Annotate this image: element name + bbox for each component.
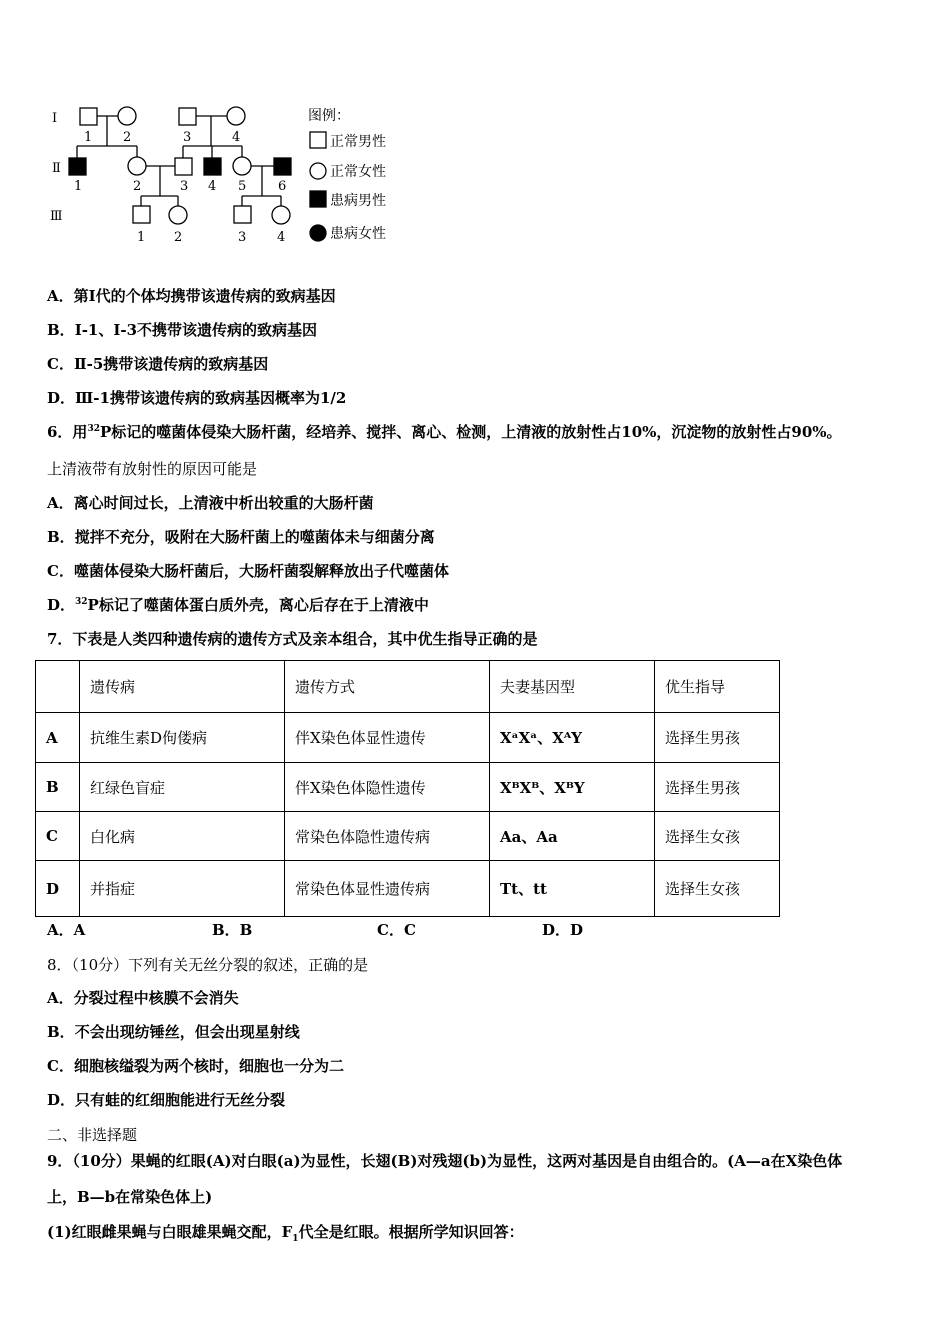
individual-number: 3 [180, 179, 189, 194]
individual-number: 1 [74, 179, 83, 194]
table-header-cell: 遗传病 [80, 661, 285, 713]
legend-label: 正常男性 [330, 134, 386, 150]
individual-II-4 [204, 158, 221, 175]
q7-answer-c: C．C [377, 921, 416, 939]
advice-cell: 选择生女孩 [655, 861, 780, 917]
row-label: D [36, 861, 80, 917]
q8-option-b: B．不会出现纺锤丝，但会出现星射线 [47, 1023, 300, 1041]
individual-I-2 [118, 107, 136, 125]
generation-label: Ⅲ [50, 209, 63, 224]
advice-cell: 选择生男孩 [655, 713, 780, 763]
individual-number: 2 [123, 130, 132, 145]
legend-label: 正常女性 [330, 164, 386, 180]
q9-stem: 9．（10分）果蝇的红眼(A)对白眼(a)为显性，长翅(B)对残翅(b)为显性，这两对基因是自由组合的。(A—a在X染色体 [47, 1152, 843, 1170]
table-header-cell: 夫妻基因型 [490, 661, 655, 713]
individual-number: 1 [137, 230, 146, 245]
q6-stem-line2: 上清液带有放射性的原因可能是 [47, 460, 258, 478]
mode-cell: 伴X染色体显性遗传 [285, 713, 490, 763]
individual-I-3 [179, 108, 196, 125]
individual-II-5 [233, 157, 251, 175]
generation-label: Ⅰ [52, 111, 58, 126]
legend-normal-female-icon [310, 163, 326, 179]
individual-I-1 [80, 108, 97, 125]
disease-cell: 白化病 [80, 812, 285, 861]
q7-table [35, 660, 780, 917]
mode-cell: 伴X染色体隐性遗传 [285, 763, 490, 812]
q6-option-c: C．噬菌体侵染大肠杆菌后，大肠杆菌裂解释放出子代噬菌体 [47, 562, 449, 580]
genotype-cell: XᵃXᵃ、XᴬY [490, 713, 655, 763]
q7-stem: 7．下表是人类四种遗传病的遗传方式及亲本组合，其中优生指导正确的是 [47, 630, 538, 648]
disease-cell: 抗维生素D佝偻病 [80, 713, 285, 763]
q7-answer-b: B．B [212, 921, 253, 939]
individual-number: 2 [174, 230, 183, 245]
q6-option-a: A．离心时间过长，上清液中析出较重的大肠杆菌 [47, 494, 374, 512]
table-row [36, 763, 780, 812]
q5-option-d: D．Ⅲ-1携带该遗传病的致病基因概率为1/2 [47, 389, 347, 407]
pedigree-chart [40, 96, 420, 256]
table-header-cell: 优生指导 [655, 661, 780, 713]
individual-III-2 [169, 206, 187, 224]
q8-option-c: C．细胞核缢裂为两个核时，细胞也一分为二 [47, 1057, 344, 1075]
individual-number: 6 [278, 179, 287, 194]
q7-answer-d: D．D [542, 921, 584, 939]
q7-answer-a: A．A [47, 921, 86, 939]
generation-label: Ⅱ [52, 161, 61, 176]
mode-cell: 常染色体隐性遗传病 [285, 812, 490, 861]
row-label: A [36, 713, 80, 763]
individual-I-4 [227, 107, 245, 125]
q8-stem: 8．（10分）下列有关无丝分裂的叙述，正确的是 [47, 956, 369, 974]
individual-number: 2 [133, 179, 142, 194]
table-row [36, 713, 780, 763]
table-header-row [36, 661, 780, 713]
legend-label: 患病男性 [330, 193, 386, 209]
individual-number: 4 [277, 230, 286, 245]
q5-option-b: B．Ⅰ-1、Ⅰ-3不携带该遗传病的致病基因 [47, 321, 318, 339]
individual-II-1 [69, 158, 86, 175]
q6-stem: 6．用$^{32}$P标记的噬菌体侵染大肠杆菌，经培养、搅拌、离心、检测，上清液的放射性占10%，沉淀物的放射性占90%。 [47, 423, 842, 441]
genotype-cell: Aa、Aa [490, 812, 655, 861]
legend-normal-male-icon [310, 132, 326, 148]
q6-option-d: D．$^{32}$P标记了噬菌体蛋白质外壳，离心后存在于上清液中 [47, 596, 429, 614]
table-header-cell: 遗传方式 [285, 661, 490, 713]
genotype-cell: Tt、tt [490, 861, 655, 917]
individual-number: 3 [183, 130, 192, 145]
q8-option-a: A．分裂过程中核膜不会消失 [47, 989, 239, 1007]
individual-II-6 [274, 158, 291, 175]
q8-option-d: D．只有蛙的红细胞能进行无丝分裂 [47, 1091, 286, 1109]
row-label: B [36, 763, 80, 812]
q5-option-c: C．Ⅱ-5携带该遗传病的致病基因 [47, 355, 269, 373]
legend-affected-male-icon [310, 191, 326, 207]
table-row [36, 812, 780, 861]
q9-stem-line2: 上，B—b在常染色体上) [47, 1188, 213, 1206]
disease-cell: 并指症 [80, 861, 285, 917]
disease-cell: 红绿色盲症 [80, 763, 285, 812]
table-row [36, 861, 780, 917]
section-title: 二、非选择题 [47, 1126, 138, 1144]
advice-cell: 选择生女孩 [655, 812, 780, 861]
advice-cell: 选择生男孩 [655, 763, 780, 812]
individual-III-4 [272, 206, 290, 224]
q9-sub1: (1)红眼雌果蝇与白眼雄果蝇交配，$F_1$代全是红眼。根据所学知识回答： [47, 1223, 524, 1244]
individual-number: 5 [238, 179, 247, 194]
q5-option-a: A．第Ⅰ代的个体均携带该遗传病的致病基因 [47, 287, 336, 305]
q6-option-b: B．搅拌不充分，吸附在大肠杆菌上的噬菌体未与细菌分离 [47, 528, 435, 546]
legend-label: 患病女性 [330, 226, 386, 242]
individual-number: 4 [232, 130, 241, 145]
legend-title: 图例： [308, 108, 350, 124]
individual-number: 4 [208, 179, 217, 194]
mode-cell: 常染色体显性遗传病 [285, 861, 490, 917]
individual-number: 1 [84, 130, 93, 145]
legend-affected-female-icon [310, 225, 326, 241]
individual-II-3 [175, 158, 192, 175]
row-label: C [36, 812, 80, 861]
individual-III-1 [133, 206, 150, 223]
genotype-cell: XᴮXᴮ、XᴮY [490, 763, 655, 812]
individual-II-2 [128, 157, 146, 175]
individual-number: 3 [238, 230, 247, 245]
table-header-cell [36, 661, 80, 713]
individual-III-3 [234, 206, 251, 223]
